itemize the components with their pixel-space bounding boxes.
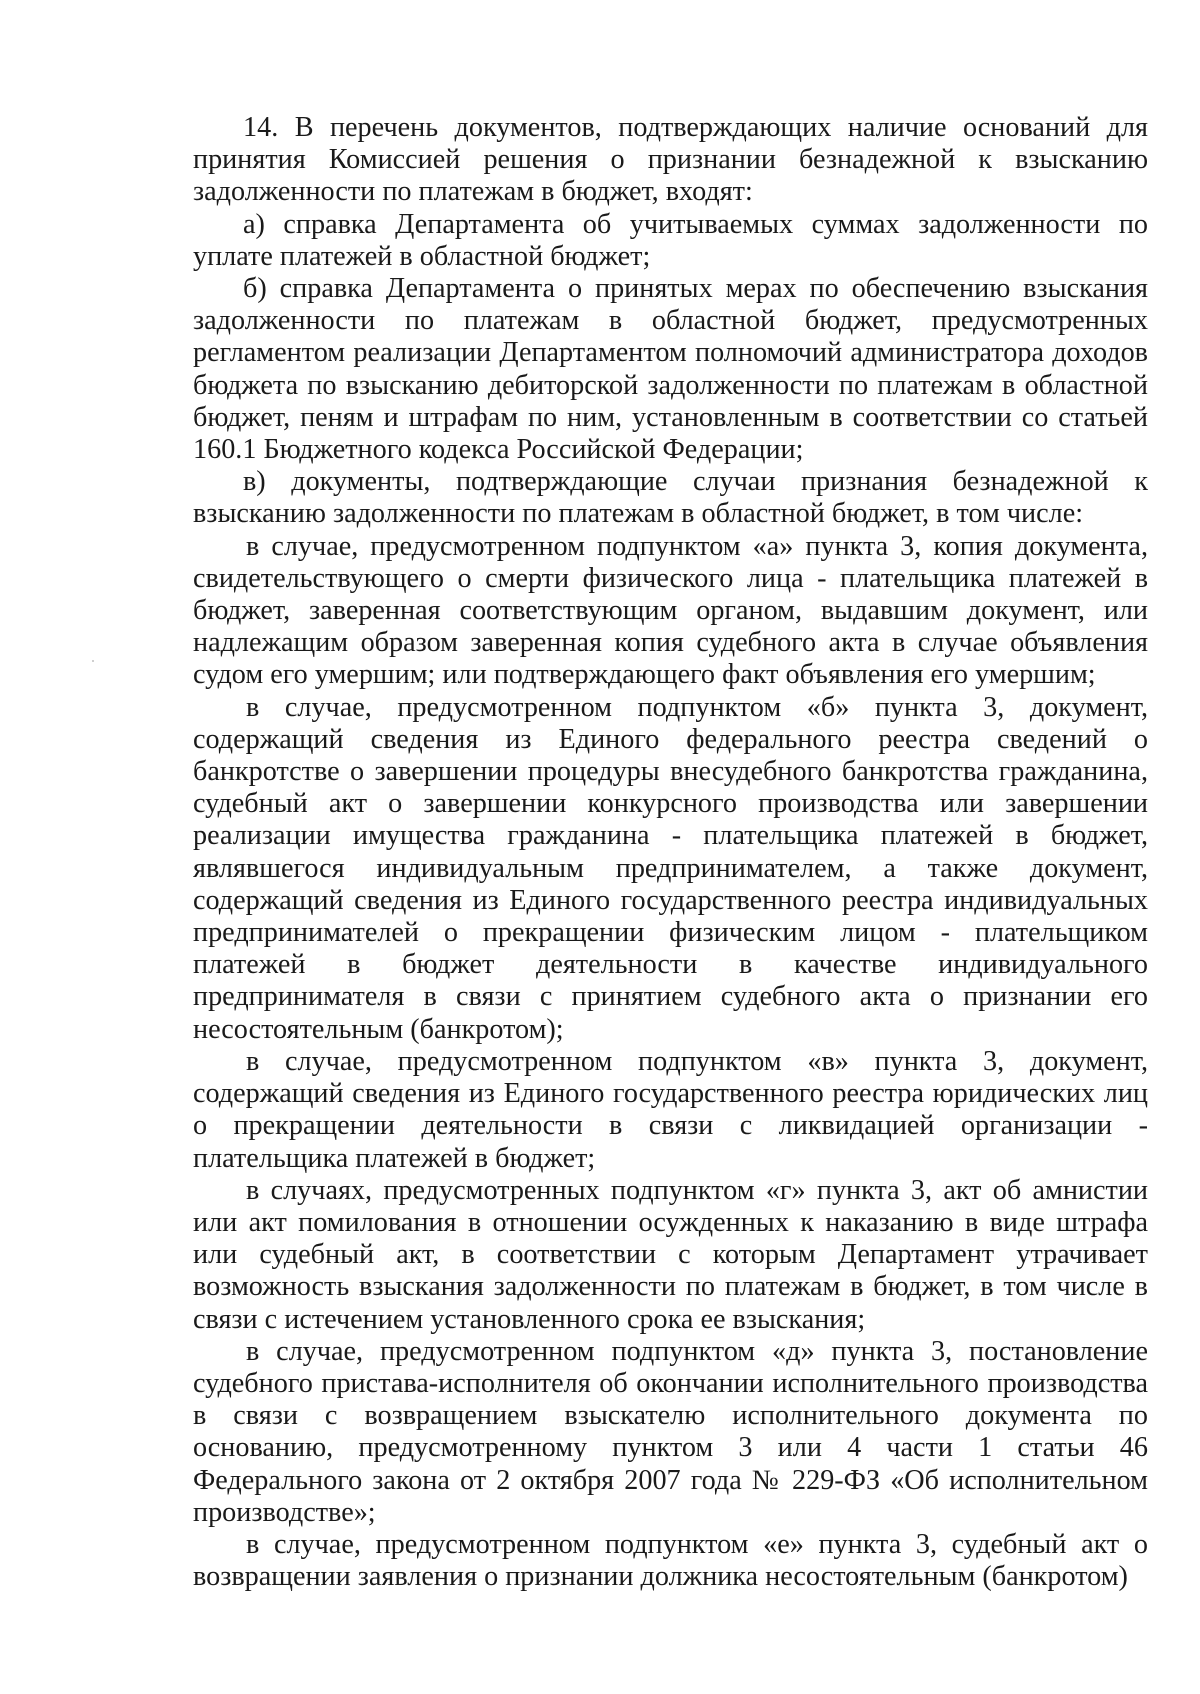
scan-artifact — [92, 660, 94, 662]
paragraph-item-v: в) документы, подтверждающие случаи признания безнадежной к взысканию задолженности по платежам в областной бюджет, в том числе: — [193, 466, 1148, 530]
paragraph-case-b: в случае, предусмотренном подпунктом «б» пункта 3, документ, содержащий сведения из Единого федерального реестра сведений о банкротстве о завершении процедуры внесудебного банкротства гражданина, судебный акт о завершении конкурсного производства или завершении реализации имущества гражданина - плательщика платежей в бюджет, являвшегося индивидуальным предпринимателем, а также документ, содержащий сведения из Единого государственного реестра индивидуальных предпринимателей о прекращении физическим лицом - плательщиком платежей в бюджет деятельности в качестве индивидуального предпринимателя в связи с принятием судебного акта о признании его несостоятельным (банкротом); — [193, 691, 1148, 1045]
paragraph-item-b: б) справка Департамента о принятых мерах по обеспечению взыскания задолженности по платежам в областной бюджет, предусмотренных регламентом реализации Департаментом полномочий администратора доходов бюджета по взысканию дебиторской задолженности по платежам в областной бюджет, пеням и штрафам по ним, установленным в соответствии со статьей 160.1 Бюджетного кодекса Российской Федерации; — [193, 273, 1148, 466]
paragraph-case-d: в случае, предусмотренном подпунктом «д» пункта 3, постановление судебного пристава-исполнителя об окончании исполнительного производства в связи с возвращением взыскателю исполнительного документа по основанию, предусмотренному пунктом 3 или 4 части 1 статьи 46 Федерального закона от 2 октября 2007 года № 229-ФЗ «Об исполнительном производстве»; — [193, 1335, 1148, 1528]
paragraph-case-v: в случае, предусмотренном подпунктом «в» пункта 3, документ, содержащий сведения из Единого государственного реестра юридических лиц о прекращении деятельности в связи с ликвидацией организации - плательщика платежей в бюджет; — [193, 1045, 1148, 1174]
paragraph-14: 14. В перечень документов, подтверждающих наличие оснований для принятия Комиссией решения о признании безнадежной к взысканию задолженности по платежам в бюджет, входят: — [193, 112, 1148, 208]
paragraph-item-a: а) справка Департамента об учитываемых суммах задолженности по уплате платежей в областной бюджет; — [193, 208, 1148, 272]
paragraph-case-e: в случае, предусмотренном подпунктом «е» пункта 3, судебный акт о возвращении заявления о признании должника несостоятельным (банкротом) — [193, 1528, 1148, 1593]
paragraph-case-g: в случаях, предусмотренных подпунктом «г» пункта 3, акт об амнистии или акт помилования в отношении осужденных к наказанию в виде штрафа или судебный акт, в соответствии с которым Департамент утрачивает возможность взыскания задолженности по платежам в бюджет, в том числе в связи с истечением установленного срока ее взыскания; — [193, 1174, 1148, 1335]
paragraph-case-a: в случае, предусмотренном подпунктом «а» пункта 3, копия документа, свидетельствующего о смерти физического лица - плательщика платежей в бюджет, заверенная соответствующим органом, выдавшим документ, или надлежащим образом заверенная копия судебного акта в случае объявления судом его умершим; или подтверждающего факт объявления его умершим; — [193, 530, 1148, 691]
document-body — [193, 112, 1148, 1593]
